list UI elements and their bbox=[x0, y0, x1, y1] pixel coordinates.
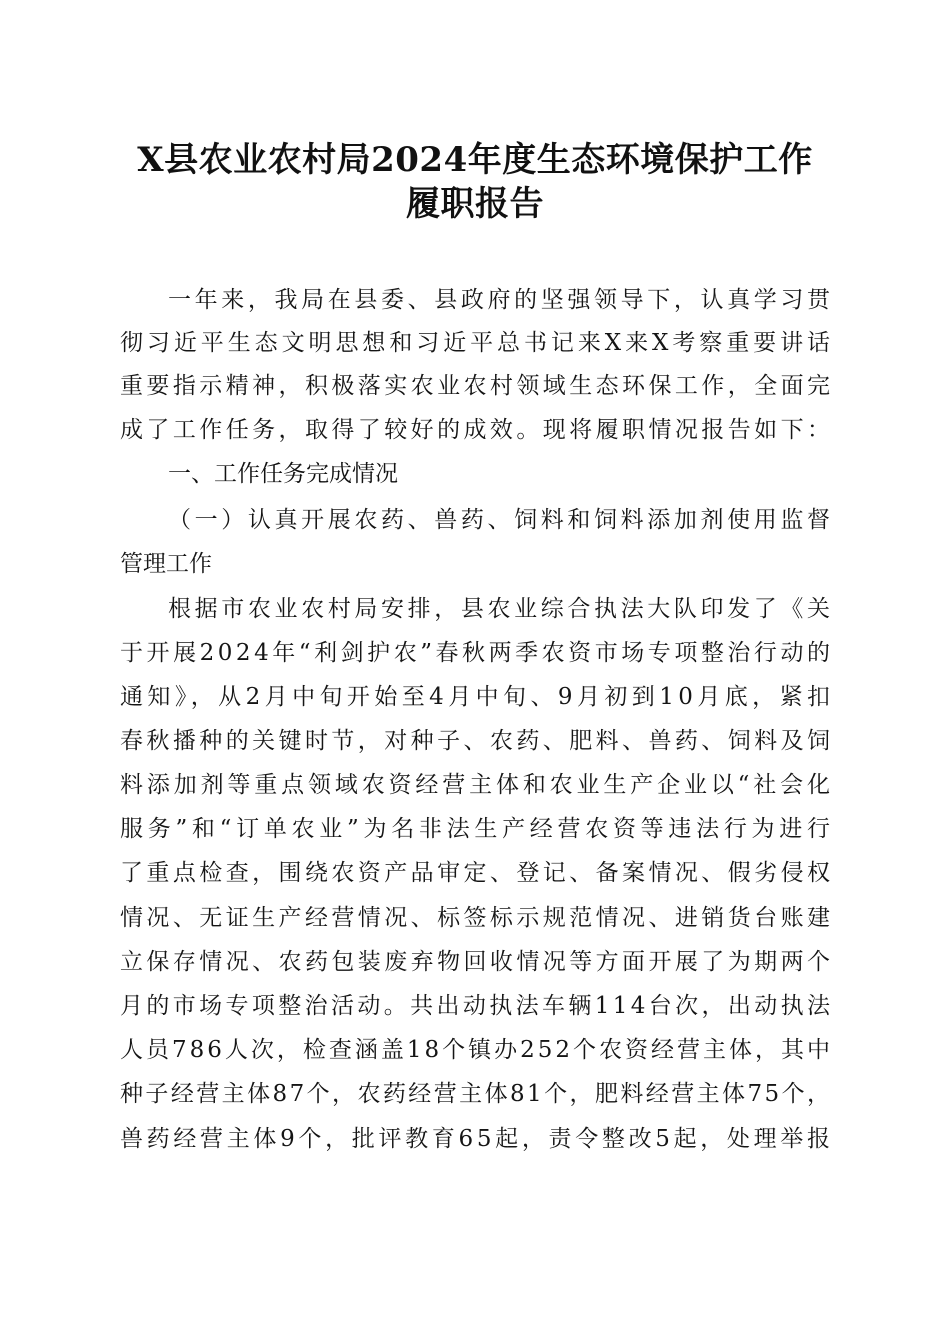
body-line-2: 于开展2024年“利剑护农”春秋两季农资市场专项整治行动的 bbox=[120, 640, 834, 666]
section-heading-1: 一、工作任务完成情况 bbox=[168, 461, 398, 487]
body-line-5: 料添加剂等重点领域农资经营主体和农业生产企业以“社会化 bbox=[120, 772, 834, 798]
body-line-8: 情况、无证生产经营情况、标签标示规范情况、进销货台账建 bbox=[120, 905, 834, 931]
subsection-heading-1: （一）认真开展农药、兽药、饲料和饲料添加剂使用监督 bbox=[168, 507, 834, 533]
subsection-heading-1-cont: 管理工作 bbox=[120, 551, 212, 577]
document-title-line-1: X县农业农村局2024年度生态环境保护工作 bbox=[137, 140, 813, 180]
body-line-7: 了重点检查，围绕农资产品审定、登记、备案情况、假劣侵权 bbox=[120, 860, 834, 886]
body-line-1: 根据市农业农村局安排，县农业综合执法大队印发了《关 bbox=[168, 596, 834, 622]
body-line-10: 月的市场专项整治活动。共出动执法车辆114台次，出动执法 bbox=[120, 993, 834, 1019]
intro-line-4: 成了工作任务，取得了较好的成效。现将履职情况报告如下： bbox=[120, 417, 834, 443]
document-title-line-2: 履职报告 bbox=[406, 184, 544, 224]
body-line-3: 通知》，从2月中旬开始至4月中旬、9月初到10月底，紧扣 bbox=[120, 684, 835, 710]
body-line-6: 服务”和“订单农业”为名非法生产经营农资等违法行为进行 bbox=[120, 816, 835, 842]
body-line-9: 立保存情况、农药包装废弃物回收情况等方面开展了为期两个 bbox=[120, 949, 834, 975]
body-line-11: 人员786人次，检查涵盖18个镇办252个农资经营主体，其中 bbox=[120, 1037, 833, 1063]
body-line-13: 兽药经营主体9个，批评教育65起，责令整改5起，处理举报 bbox=[120, 1126, 834, 1152]
intro-line-3: 重要指示精神，积极落实农业农村领域生态环保工作，全面完 bbox=[120, 373, 834, 399]
body-line-4: 春秋播种的关键时节，对种子、农药、肥料、兽药、饲料及饲 bbox=[120, 728, 834, 754]
body-line-12: 种子经营主体87个，农药经营主体81个，肥料经营主体75个， bbox=[120, 1081, 833, 1107]
intro-line-2: 彻习近平生态文明思想和习近平总书记来X来X考察重要讲话 bbox=[120, 330, 834, 356]
intro-line-1: 一年来，我局在县委、县政府的坚强领导下，认真学习贯 bbox=[168, 287, 834, 313]
